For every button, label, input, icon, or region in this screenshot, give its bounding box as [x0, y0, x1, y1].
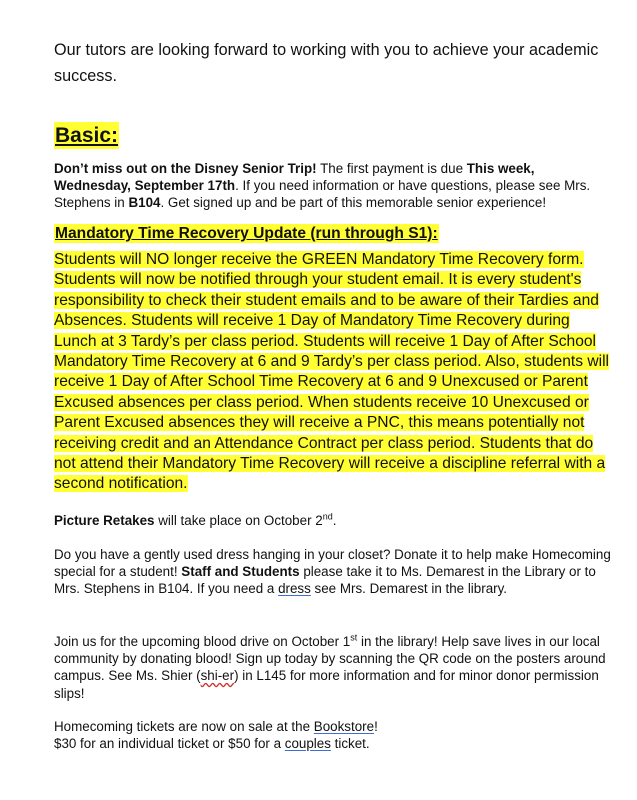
dress-donation-paragraph — [54, 546, 614, 598]
homecoming-tickets-paragraph — [54, 718, 614, 752]
blood-text-1: Join us for the upcoming blood drive on October 1 — [54, 634, 351, 649]
disney-text-1: The first payment is due — [316, 161, 467, 176]
tickets-text-1: Homecoming tickets are now on sale at the — [54, 719, 314, 734]
couples-link[interactable]: couples — [284, 736, 331, 752]
intro-paragraph: Our tutors are looking forward to working with you to achieve your academic success. — [54, 41, 599, 85]
disney-text-2: . If you need information or have questions, please see Mrs. Stephens in — [54, 178, 591, 211]
dress-bold: Staff and Students — [181, 564, 300, 580]
blood-text-3: ) in L145 for more information and for minor donor permission slips! — [54, 668, 599, 701]
tickets-line-2 — [54, 735, 614, 752]
tickets-line2-a: $30 for an individual ticket or $50 for a — [54, 736, 285, 752]
blood-drive-paragraph — [54, 633, 614, 702]
tickets-line2-b: ticket. — [330, 736, 370, 752]
disney-text-3: . Get signed up and be part of this memorable senior experience! — [160, 195, 547, 211]
dress-text-1: Do you have a gently used dress hanging in your closet? Donate it to help make Homecoming special for a student! — [54, 547, 611, 580]
blood-text-2: in the library! Help save lives in our local community by donating blood! Sign up today by scanning the QR code on the posters around campus. See Ms. Shier ( — [54, 634, 606, 684]
disney-lead: Don’t miss out on the Disney Senior Trip! — [54, 161, 317, 176]
dress-text-2: please take it to Ms. Demarest in the Library or to Mrs. Stephens in B104. If you need a — [54, 564, 596, 597]
dress-text-3: see Mrs. Demarest in the library. — [310, 581, 508, 597]
retakes-end: . — [332, 513, 337, 528]
shier-pronunciation: shi-er — [200, 668, 235, 684]
tickets-line-1 — [54, 718, 614, 735]
retakes-text: will take place on October 2 — [154, 513, 323, 528]
disney-date: This week, Wednesday, September 17th — [54, 161, 535, 194]
retakes-bold: Picture Retakes — [54, 513, 155, 528]
picture-retakes-paragraph — [54, 512, 614, 529]
basic-heading: Basic: — [55, 124, 119, 147]
dress-link[interactable]: dress — [278, 581, 311, 597]
tickets-text-2: ! — [374, 719, 378, 734]
retakes-sup: nd — [322, 511, 333, 522]
disney-trip-paragraph — [54, 160, 614, 212]
mtr-body-text: Students will NO longer receive the GREEN Mandatory Time Recovery form. Students will now be notified through your student email. It is every student's responsibility to check their student emails and to be aware of their Tardies and Absences. Students will receive 1 Day of Mandatory Time Recovery during Lunch at 3 Tardy’s per class period. Students will receive 1 Day of After School Mandatory Time Recovery at 6 and 9 Tardy’s per class period. Also, students will receive 1 Day of After School Time Recovery at 6 and 9 Unexcused or Parent Excused absences per class period. When students receive 10 Unexcused or Parent Excused absences they will receive a PNC, this means potentially not receiving credit and an Attendance Contract per class period. Students that do not attend their Mandatory Time Recovery will receive a discipline referral with a second notification. — [54, 251, 610, 493]
bookstore-link[interactable]: Bookstore — [313, 719, 375, 734]
mtr-heading: Mandatory Time Recovery Update (run through S1): — [55, 225, 438, 242]
disney-room: B104 — [128, 195, 161, 211]
blood-sup: st — [350, 632, 358, 643]
mtr-paragraph — [54, 250, 616, 495]
